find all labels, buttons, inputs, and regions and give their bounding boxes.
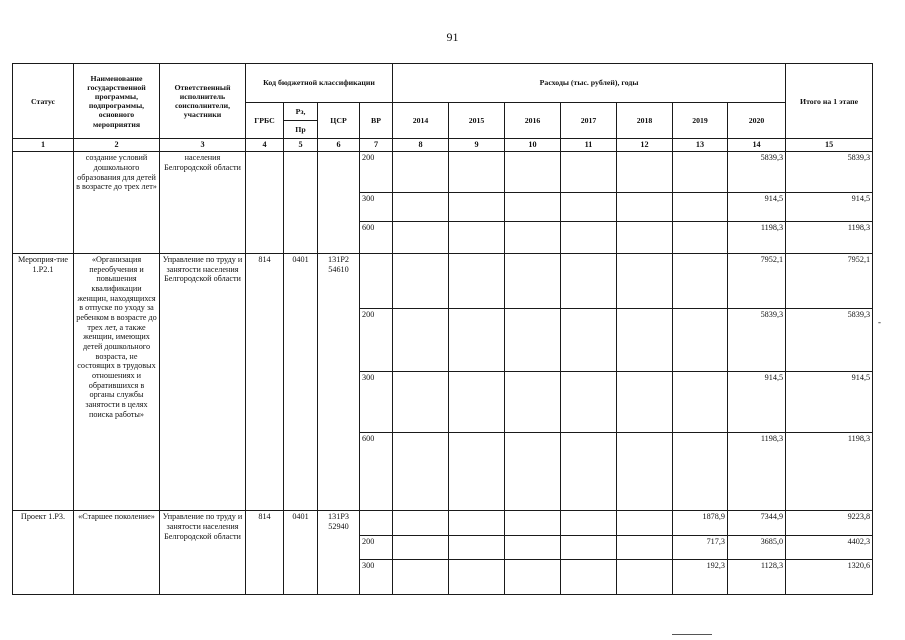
vr-cell: 200 xyxy=(360,308,393,371)
header-row xyxy=(13,64,873,103)
value-total: 914,5 xyxy=(786,192,873,222)
vr-cell: 300 xyxy=(360,192,393,222)
scan-mark: - xyxy=(878,317,881,327)
responsible-cell: Управление по труду и занятости населения Белгородской области xyxy=(160,253,246,510)
header-expenses: Расходы (тыс. рублей), годы xyxy=(393,64,786,103)
value-2020: 914,5 xyxy=(728,372,786,433)
column-number: 11 xyxy=(561,139,617,152)
column-number: 2 xyxy=(74,139,160,152)
column-number: 15 xyxy=(786,139,873,152)
column-number: 5 xyxy=(284,139,318,152)
grbs-cell xyxy=(246,152,284,254)
header-status: Статус xyxy=(13,64,74,139)
table-row xyxy=(13,152,873,193)
status-cell xyxy=(13,152,74,254)
vr-cell: 600 xyxy=(360,433,393,511)
header-rz: Рз, xyxy=(284,102,318,120)
header-year: 2015 xyxy=(449,102,505,139)
status-cell: Мероприя-тие 1.Р2.1 xyxy=(13,253,74,510)
column-number: 12 xyxy=(617,139,673,152)
value-2020: 7952,1 xyxy=(728,253,786,308)
column-number: 1 xyxy=(13,139,74,152)
value-total: 7952,1 xyxy=(786,253,873,308)
budget-expenses-table xyxy=(12,63,873,595)
vr-cell: 600 xyxy=(360,222,393,254)
column-number: 9 xyxy=(449,139,505,152)
value-2020: 914,5 xyxy=(728,192,786,222)
column-number: 3 xyxy=(160,139,246,152)
vr-cell xyxy=(360,253,393,308)
value-total: 1320,6 xyxy=(786,560,873,595)
header-year: 2017 xyxy=(561,102,617,139)
table-row xyxy=(13,253,873,308)
value-2020: 7344,9 xyxy=(728,511,786,535)
value-2019: 192,3 xyxy=(673,560,728,595)
value-total: 1198,3 xyxy=(786,222,873,254)
rzpr-cell: 0401 xyxy=(284,253,318,510)
header-year: 2016 xyxy=(505,102,561,139)
column-number: 7 xyxy=(360,139,393,152)
vr-cell: 200 xyxy=(360,152,393,193)
rzpr-cell: 0401 xyxy=(284,511,318,595)
column-number: 14 xyxy=(728,139,786,152)
header-year: 2014 xyxy=(393,102,449,139)
value-2019: 717,3 xyxy=(673,535,728,559)
value-total: 914,5 xyxy=(786,372,873,433)
value-2020: 1198,3 xyxy=(728,433,786,511)
column-number: 6 xyxy=(318,139,360,152)
vr-cell: 200 xyxy=(360,535,393,559)
value-2019: 1878,9 xyxy=(673,511,728,535)
csr-cell xyxy=(318,152,360,254)
csr-cell: 131Р3 52940 xyxy=(318,511,360,595)
value-total: 5839,3 xyxy=(786,308,873,371)
vr-cell: 300 xyxy=(360,560,393,595)
header-total: Итого на 1 этапе xyxy=(786,64,873,139)
grbs-cell: 814 xyxy=(246,511,284,595)
value-2020: 1128,3 xyxy=(728,560,786,595)
csr-cell: 131Р2 54610 xyxy=(318,253,360,510)
vr-cell: 300 xyxy=(360,372,393,433)
value-2020: 3685,0 xyxy=(728,535,786,559)
header-grbs: ГРБС xyxy=(246,102,284,139)
rzpr-cell xyxy=(284,152,318,254)
header-program-name: Наименование государственной программы, подпрограммы, основного мероприятия xyxy=(74,64,160,139)
column-number: 13 xyxy=(673,139,728,152)
value-total: 1198,3 xyxy=(786,433,873,511)
grbs-cell: 814 xyxy=(246,253,284,510)
column-number: 4 xyxy=(246,139,284,152)
header-vr: ВР xyxy=(360,102,393,139)
header-year: 2018 xyxy=(617,102,673,139)
value-2020: 1198,3 xyxy=(728,222,786,254)
value-total: 9223,8 xyxy=(786,511,873,535)
vr-cell xyxy=(360,511,393,535)
header-responsible: Ответственный исполнитель соисполнители, участники xyxy=(160,64,246,139)
header-year: 2019 xyxy=(673,102,728,139)
scan-line xyxy=(672,634,712,635)
value-total: 5839,3 xyxy=(786,152,873,193)
program-name-cell: создание условий дошкольного образования для детей в возрасте до трех лет» xyxy=(74,152,160,254)
value-2020: 5839,3 xyxy=(728,308,786,371)
header-pr: Пр xyxy=(284,120,318,138)
responsible-cell: Управление по труду и занятости населения Белгородской области xyxy=(160,511,246,595)
program-name-cell: «Старшее поколение» xyxy=(74,511,160,595)
column-number-row xyxy=(13,139,873,152)
value-total: 4402,3 xyxy=(786,535,873,559)
table-row xyxy=(13,511,873,535)
value-2020: 5839,3 xyxy=(728,152,786,193)
header-csr: ЦСР xyxy=(318,102,360,139)
responsible-cell: населения Белгородской области xyxy=(160,152,246,254)
header-year: 2020 xyxy=(728,102,786,139)
column-number: 10 xyxy=(505,139,561,152)
header-budget-code: Код бюджетной классификации xyxy=(246,64,393,103)
status-cell: Проект 1.Р3. xyxy=(13,511,74,595)
page-number: 91 xyxy=(446,30,459,44)
column-number: 8 xyxy=(393,139,449,152)
program-name-cell: «Организация переобучения и повышения квалификации женщин, находящихся в отпуске по уходу за ребенком в возрасте до трех лет, а также женщин, имеющих детей дошкольного возраста, не состоящих в трудовых отношениях и обратившихся в органы службы занятости в целях поиска работы» xyxy=(74,253,160,510)
